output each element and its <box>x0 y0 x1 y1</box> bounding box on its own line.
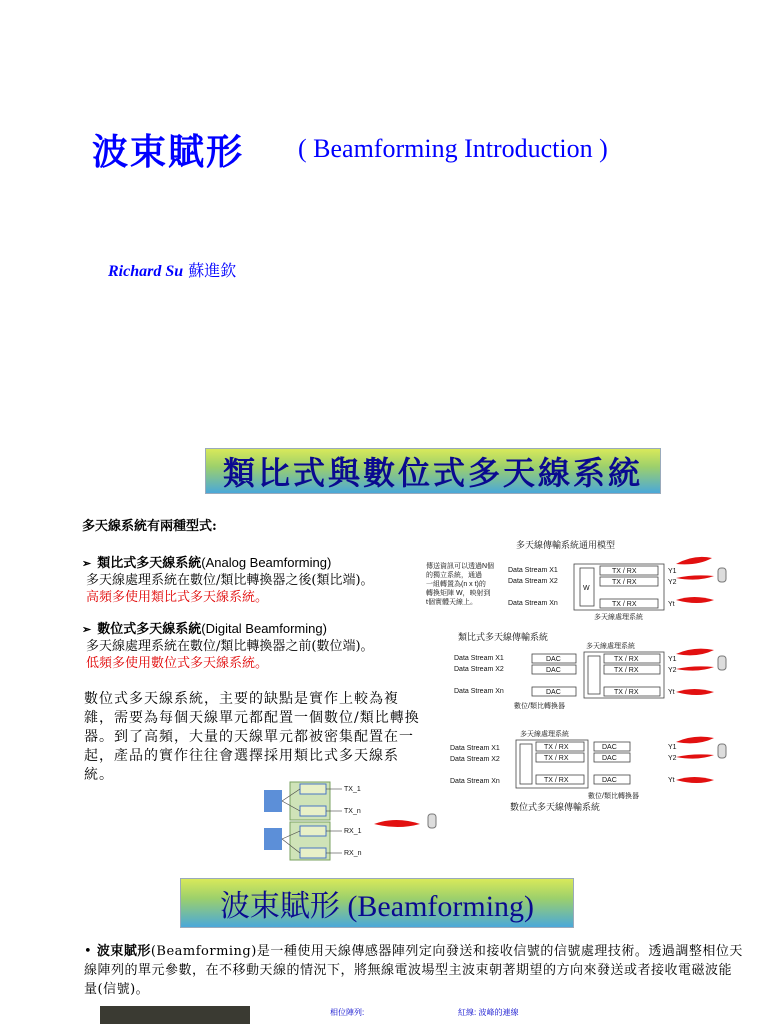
diagram-bot-title: 多天線處理系統 <box>520 731 569 738</box>
beam-arrow-icon <box>676 649 714 656</box>
title-english: ( Beamforming Introduction ) <box>298 134 608 163</box>
beam-arrow-icon <box>676 666 714 670</box>
output-label: Yt <box>668 689 675 696</box>
author-name-chinese: 蘇進欽 <box>188 261 237 280</box>
beamforming-term: 波束賦形 <box>96 944 151 959</box>
section-banner-beamforming: 波束賦形 (Beamforming) <box>180 878 574 928</box>
diagram-mid-label: 多天線處理系統 <box>586 643 635 650</box>
antenna-icon <box>428 814 436 828</box>
wave-crest-label: 紅線: 波峰的連線 <box>458 1008 519 1017</box>
diagram-bot-caption: 數位/類比轉換器 <box>588 793 639 800</box>
diagram-top-caption: 多天線處理系統 <box>594 614 643 621</box>
digital-drawback-paragraph: 數位式多天線系統，主要的缺點是實作上較為複雜，需要為每個天線單元都配置一個數位/類比轉換器。到了高頻，大量的天線單元都被密集配置在一起，產品的實作往往會選擇採用類比式多天線系統。 <box>84 691 420 783</box>
beam-arrow-icon <box>676 557 712 565</box>
stream-label: Data Stream X2 <box>450 756 500 763</box>
multi-antenna-diagrams <box>424 536 740 814</box>
stream-label: Data Stream Xn <box>450 778 500 785</box>
diagram-top-title: 多天線傳輸系統通用模型 <box>516 540 616 550</box>
arrow-bullet-icon: ➢ <box>82 557 92 570</box>
author-name-english: Richard Su <box>108 263 184 280</box>
output-label: Y1 <box>668 568 677 575</box>
beam-arrow-icon <box>676 777 714 783</box>
output-label: Y2 <box>668 755 677 762</box>
antenna-array-photo <box>100 1006 250 1024</box>
dac-block-rx <box>264 828 282 850</box>
author <box>108 258 236 281</box>
stream-label: Data Stream Xn <box>454 688 504 695</box>
label-rx-1: RX_1 <box>344 828 362 835</box>
digital-line-1: 多天線處理系統在數位/類比轉換器之前(數位端)。 <box>86 639 374 654</box>
output-label: Y1 <box>668 744 677 751</box>
output-label: Y2 <box>668 579 677 586</box>
diagram-mid-title: 類比式多天線傳輸系統 <box>458 632 549 642</box>
arrow-bullet-icon: ➢ <box>82 623 92 636</box>
stream-label: Data Stream X2 <box>454 666 504 673</box>
bullet-icon: • <box>84 944 93 959</box>
analog-heading-zh: 類比式多天線系統 <box>97 556 202 571</box>
antenna-icon <box>718 568 726 582</box>
beamformer-block-diagram <box>262 778 442 862</box>
stream-label: Data Stream Xn <box>508 600 558 607</box>
title-chinese: 波束賦形 <box>92 131 245 173</box>
antenna-icon <box>718 656 726 670</box>
label-tx-n: TX_n <box>344 808 361 815</box>
stream-label: Data Stream X2 <box>508 578 558 585</box>
beamforming-definition-text: (Beamforming)是一種使用天線傳感器陣列定向發送和接收信號的信號處理技術。透過調整相位天線陣列的單元參數，在不移動天線的情況下，將無線電波場型主波束朝著期望的方向來發送或者接收電磁波能量(信號)。 <box>84 944 743 997</box>
txrx-label: TX / RX <box>612 568 637 575</box>
diagram-top-note: 的獨立系統，通過 <box>426 572 482 579</box>
beam-arrow-icon <box>676 689 714 695</box>
digital-heading-en: (Digital Beamforming) <box>201 621 327 636</box>
diagram-bot-title-2: 數位式多天線傳輸系統 <box>510 802 601 812</box>
txrx-label: TX / RX <box>544 777 569 784</box>
diagram-top-note: t個實體天線上。 <box>426 599 477 606</box>
output-label: Y1 <box>668 656 677 663</box>
stream-label: Data Stream X1 <box>450 745 500 752</box>
phased-array-label: 相位陣列: <box>330 1008 365 1017</box>
output-label: Yt <box>668 777 675 784</box>
beam-arrow-icon <box>676 575 714 579</box>
txrx-label: TX / RX <box>612 579 637 586</box>
beam-arrow-icon <box>676 737 714 744</box>
analog-heading <box>82 554 331 572</box>
txrx-label: TX / RX <box>544 755 569 762</box>
dac-label: DAC <box>546 656 561 663</box>
dac-label: DAC <box>602 744 617 751</box>
weight-matrix-label: W <box>583 585 590 592</box>
label-rx-n: RX_n <box>344 850 362 857</box>
dac-label: DAC <box>602 755 617 762</box>
txrx-label: TX / RX <box>544 744 569 751</box>
diagram-mid-caption: 數位/類比轉換器 <box>514 703 565 710</box>
diagram-top-note: 傳送資訊可以透過N個 <box>426 563 495 570</box>
beam-arrow-icon <box>676 597 714 603</box>
txrx-label: TX / RX <box>612 601 637 608</box>
dac-label: DAC <box>546 689 561 696</box>
digital-line-2: 低頻多使用數位式多天線系統。 <box>86 656 269 671</box>
label-tx-1: TX_1 <box>344 786 361 793</box>
dac-block-tx <box>264 790 282 812</box>
beam-arrow-icon <box>676 754 714 758</box>
analog-line-1: 多天線處理系統在數位/類比轉換器之後(類比端)。 <box>86 573 374 588</box>
digital-heading <box>82 620 327 638</box>
analog-line-2: 高頻多使用類比式多天線系統。 <box>86 590 269 605</box>
section-banner-multi-antenna: 類比式與數位式多天線系統 <box>205 448 661 494</box>
output-label: Yt <box>668 601 675 608</box>
dac-label: DAC <box>546 667 561 674</box>
txrx-label: TX / RX <box>614 667 639 674</box>
dac-label: DAC <box>602 777 617 784</box>
digital-heading-zh: 數位式多天線系統 <box>97 622 202 637</box>
analog-heading-en: (Analog Beamforming) <box>201 555 332 570</box>
txrx-label: TX / RX <box>614 689 639 696</box>
beamforming-definition <box>84 942 744 999</box>
diagram-top-note: 一組轉置為(n x t)的 <box>426 581 486 588</box>
txrx-label: TX / RX <box>614 656 639 663</box>
diagram-top-note: 轉換矩陣 W，映射到 <box>426 590 491 597</box>
output-label: Y2 <box>668 667 677 674</box>
antenna-icon <box>718 744 726 758</box>
stream-label: Data Stream X1 <box>454 655 504 662</box>
intro-text: 多天線系統有兩種型式: <box>82 519 217 534</box>
stream-label: Data Stream X1 <box>508 567 558 574</box>
